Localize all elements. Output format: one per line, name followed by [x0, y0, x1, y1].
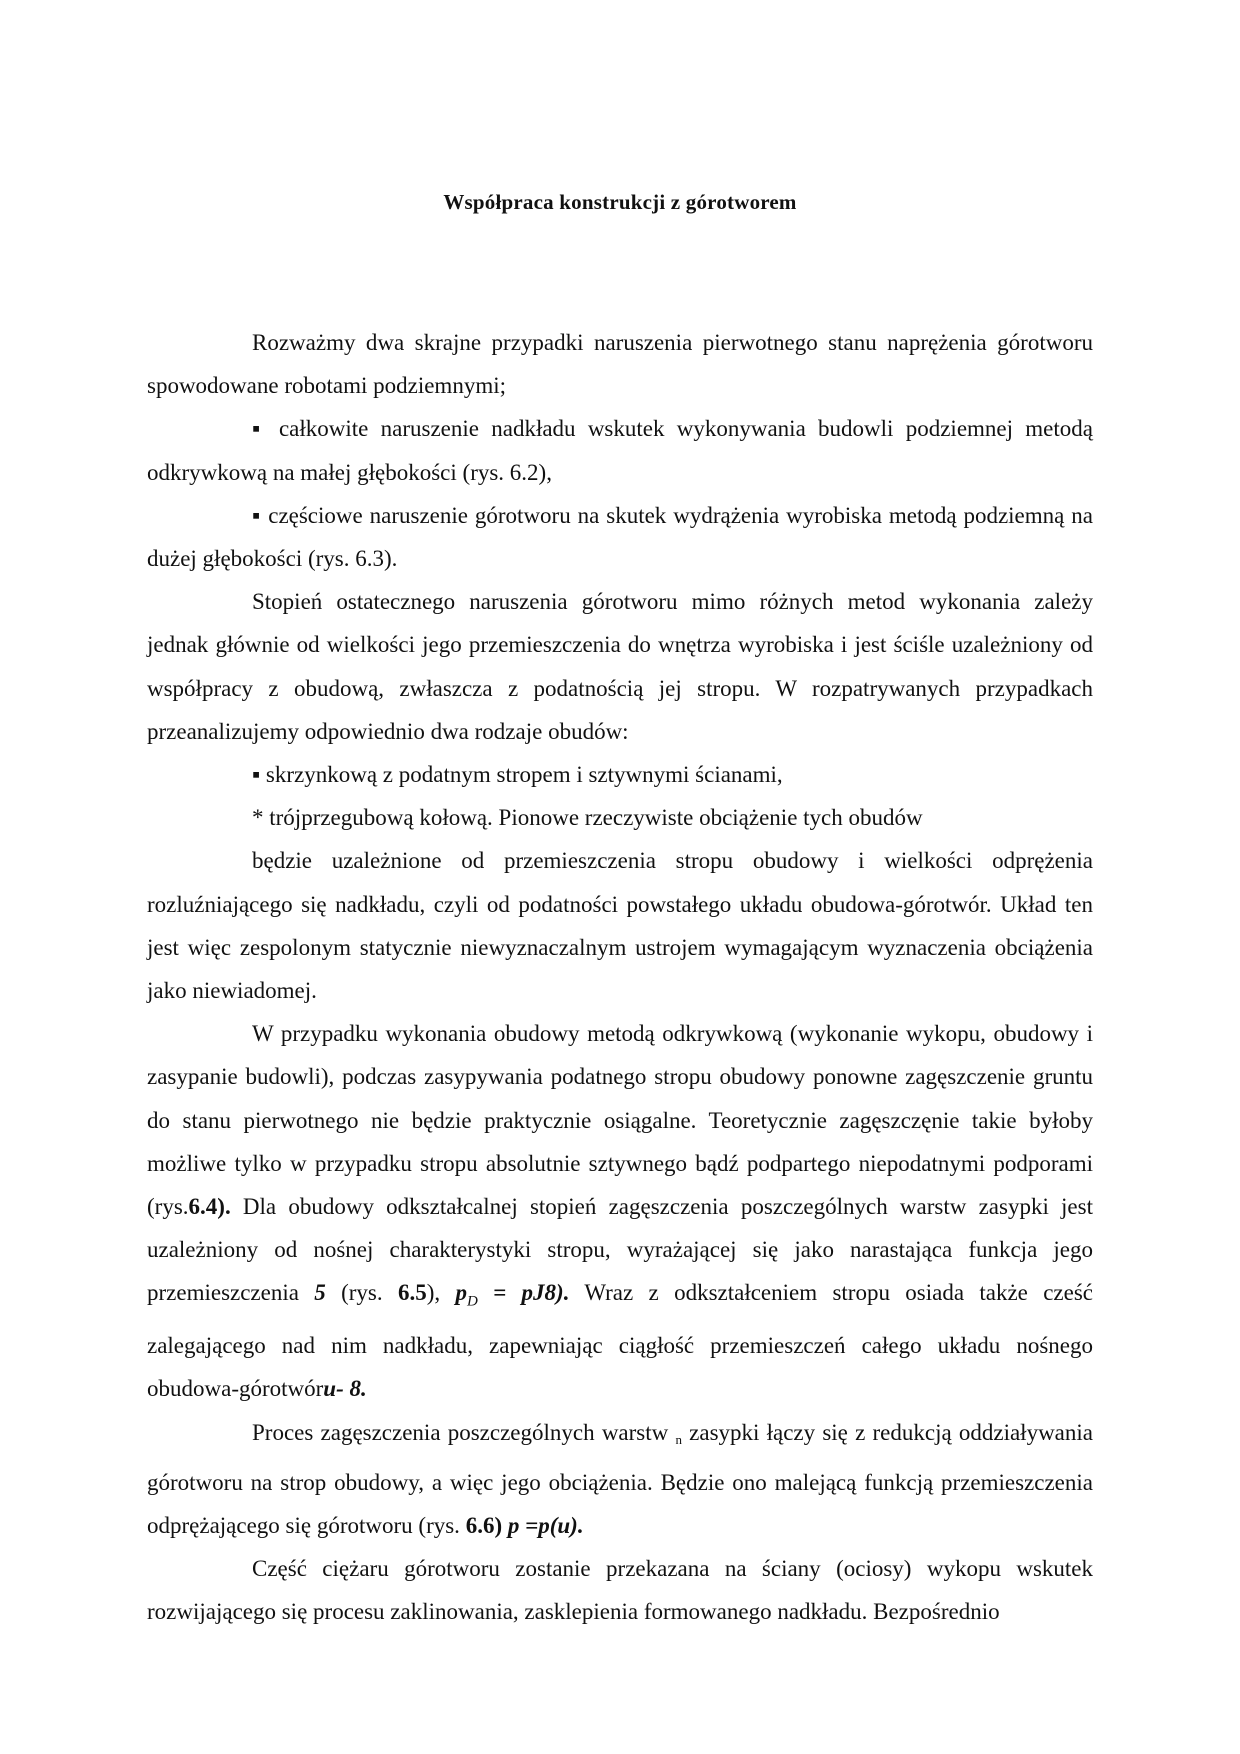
math-symbol: 5	[314, 1280, 326, 1306]
paragraph-body: Część ciężaru górotworu zostanie przekazana na ściany (ociosy) wykopu wskutek rozwijającego się procesu zaklinowania, zasklepienia formowanego nadkładu. Bezpośrednio	[147, 1556, 1093, 1625]
math-symbol: p	[455, 1280, 467, 1306]
document-title: Współpraca konstrukcji z górotworem	[443, 190, 797, 214]
paragraph-body: Stopień ostatecznego naruszenia górotworu mimo różnych metod wykonania zależy jednak głównie od wielkości jego przemieszczenia do wnętrza wyrobiska i jest ściśle uzależniony od współpracy z obudową, zwłaszcza z podatnością jej stropu. W rozpatrywanych przypadkach przeanalizujemy odpowiednio dwa rodzaje obudów:	[147, 589, 1093, 744]
bullet-item: ▪ całkowite naruszenie nadkładu wskutek wykonywania budowli podziemnej metodą odkrywkową na małej głębokości (rys. 6.2),	[147, 416, 1093, 485]
text-run: Dla obudowy odkształcalnej stopień zagęszczenia poszczególnych warstw zasypki jest uzależniony od nośnej charakterystyki stropu, wyrażającej się jako narastająca funkcja jego przemieszczenia	[147, 1194, 1093, 1306]
math-equation: p =p(u).	[502, 1513, 584, 1539]
math-equation: = pJ8).	[477, 1280, 570, 1306]
figure-reference: 6.4).	[188, 1194, 231, 1220]
text-run: ),	[426, 1280, 456, 1306]
bullet-item: ▪ skrzynkową z podatnym stropem i sztywnymi ścianami,	[252, 762, 783, 788]
bullet-item: * trójprzegubową kołową. Pionowe rzeczywiste obciążenie tych obudów	[252, 805, 923, 831]
figure-reference: 6.6)	[465, 1513, 503, 1539]
figure-reference: 6.5	[397, 1280, 427, 1306]
document-body	[147, 321, 1093, 1634]
text-run: (rys.	[325, 1280, 398, 1306]
paragraph-body: będzie uzależnione od przemieszczenia stropu obudowy i wielkości odprężenia rozluźniającego się nadkładu, czyli od podatności powstałego układu obudowa-górotwór. Układ ten jest więc zespolonym statycznie niewyznaczalnym ustrojem wymagającym wyznaczenia obciążenia jako niewiadomej.	[147, 848, 1093, 1004]
text-run: W przypadku wykonania obudowy metodą odkrywkową (wykonanie wykopu, obudowy i zasypanie budowli), podczas zasypywania podatnego stropu obudowy ponowne zagęszczenie gruntu do stanu pierwotnego nie będzie praktycznie osiągalne. Teoretycznie zagęszczęnie takie byłoby możliwe tylko w przypadku stropu absolutnie sztywnego bądź podpartego niepodatnymi podporami (rys.	[147, 1021, 1093, 1220]
math-subscript: n	[675, 1431, 682, 1447]
text-run: zasypki łączy się z redukcją oddziaływania górotworu na strop obudowy, a więc jego obciążenia. Będzie ono malejącą funkcją przemieszczenia odprężającego się górotworu (rys.	[147, 1419, 1093, 1539]
math-equation: u- 8.	[323, 1376, 367, 1402]
math-subscript: D	[466, 1294, 478, 1311]
text-run: Wraz z odkształceniem stropu osiada także cześć zalegającego nad nim nadkładu, zapewniając ciągłość przemieszczeń całego układu nośnego obudowa-górotwór	[147, 1280, 1093, 1402]
paragraph-body	[147, 1411, 1093, 1548]
text-run: Proces zagęszczenia poszczególnych warstw	[252, 1419, 676, 1445]
paragraph-body	[147, 1012, 1093, 1410]
bullet-item: ▪ częściowe naruszenie górotworu na skutek wydrążenia wyrobiska metodą podziemną na dużej głębokości (rys. 6.3).	[147, 502, 1093, 572]
paragraph-intro: Rozważmy dwa skrajne przypadki naruszenia pierwotnego stanu naprężenia górotworu spowodowane robotami podziemnymi;	[147, 330, 1093, 399]
